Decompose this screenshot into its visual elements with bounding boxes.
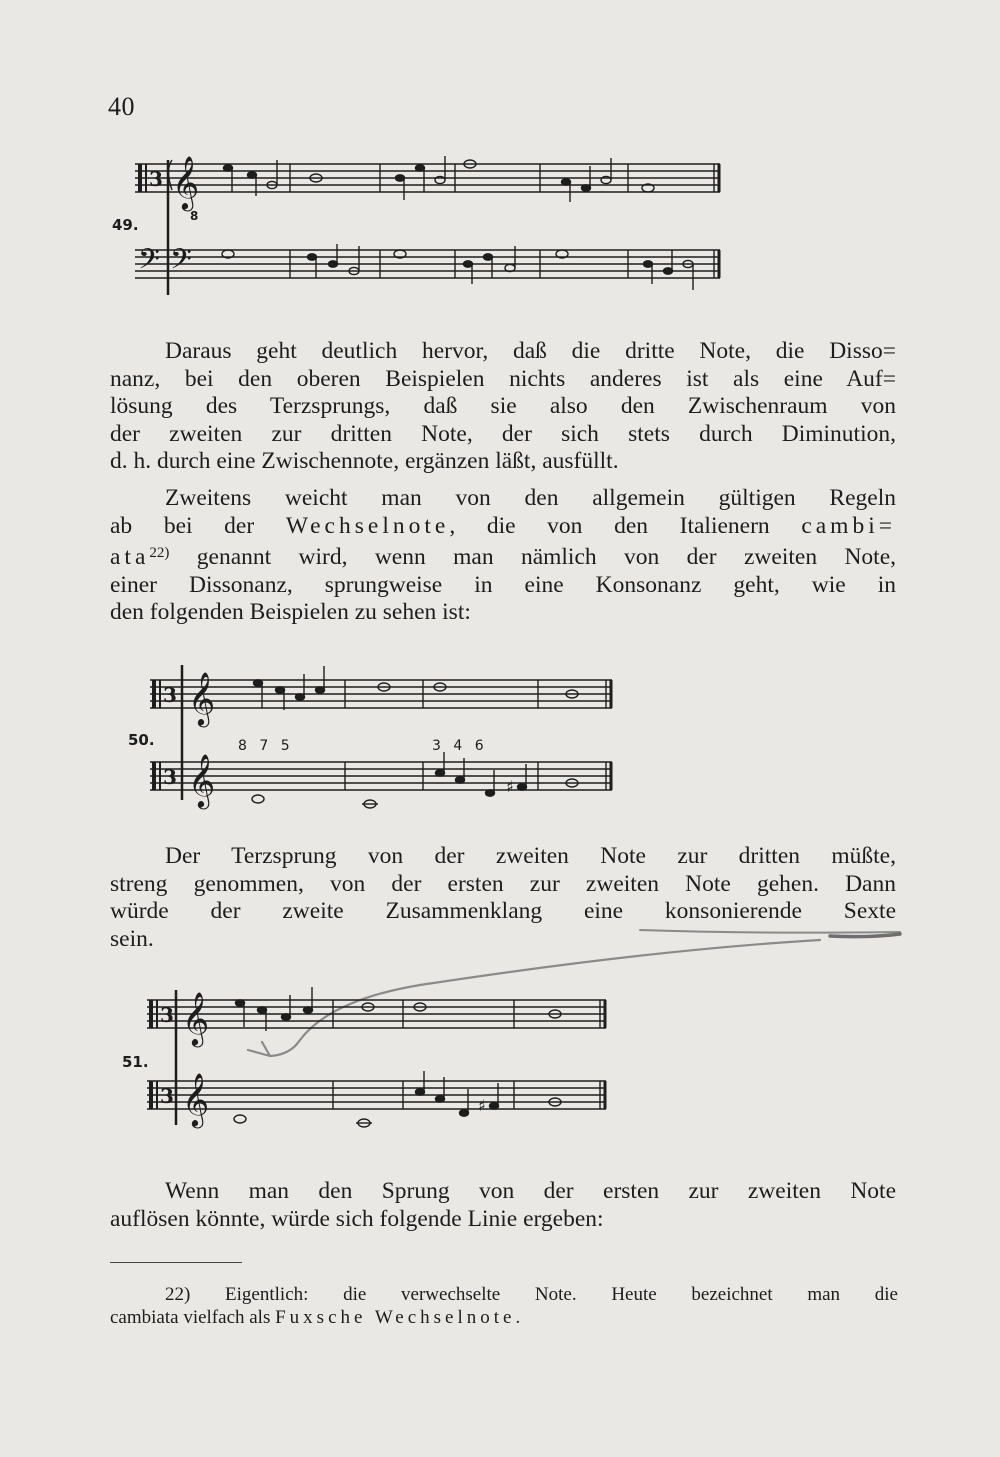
footnote-line: 22) Eigentlich: die verwechselte Note. Heute bezeichnet man die [165,1284,898,1305]
svg-text:♯: ♯ [478,1096,486,1115]
paragraph-linie [110,1178,896,1233]
svg-text:𝄞: 𝄞 [188,753,216,807]
text-segment: . [515,1307,521,1328]
svg-text:𝄞: 𝄞 [182,1072,210,1126]
svg-text:𝄢: 𝄢 [170,243,192,283]
svg-text:3: 3 [160,1003,174,1027]
text-line: lösung des Terzsprungs, daß sie also den Zwischenraum von [110,393,896,419]
svg-text:𝄞: 𝄞 [182,991,210,1045]
svg-text:3: 3 [160,1084,174,1108]
text-line: nanz, bei den oberen Beispielen nichts anderes ist als eine Auf= [110,365,896,392]
footnote-reference[interactable]: 22) [149,545,170,561]
text-line: sein. [110,925,154,952]
footnote-line [110,1306,898,1329]
text-line: der zweiten zur dritten Note, der sich stets durch Diminution, [110,420,896,447]
text-line: d. h. durch eine Zwischennote, ergänzen läßt, ausfüllt. [110,448,619,474]
text-line: den folgenden Beispielen zu sehen ist: [110,599,471,625]
svg-text:3: 3 [163,765,177,789]
text-line: Der Terzsprung von der zweiten Note zur dritten müßte, [165,843,896,869]
text-segment: cambiata vielfach als [110,1307,271,1328]
svg-text:8: 8 [190,209,199,223]
svg-text:3: 3 [163,683,177,707]
text-line: Wenn man den Sprung von der ersten zur zweiten Note [165,1178,896,1204]
music-example-51 [0,985,1000,1135]
footnote-22 [110,1283,898,1329]
svg-text:𝄢: 𝄢 [138,243,160,283]
term-cambiata-part1: cambi= [801,512,896,539]
text-line: Zweitens weicht man von den allgemein gültigen Regeln [165,485,896,511]
text-segment: , die von den Italienern [449,512,770,539]
term-fuxsche-wechselnote: Fuxsche Wechselnote [275,1307,516,1328]
svg-text:𝄞: 𝄞 [188,671,216,725]
text-line: streng genommen, von der ersten zur zweiten Note gehen. Dann [110,870,896,897]
example-number-50: 50. [128,731,155,749]
text-line: würde der zweite Zusammenklang eine konsonierende Sexte [110,898,896,924]
page-number: 40 [108,92,135,121]
svg-text:3: 3 [149,167,163,191]
interval-figures-upper: 8 7 5 [238,738,290,754]
svg-text:𝄞: 𝄞 [172,155,200,209]
text-line: Daraus geht deutlich hervor, daß die dritte Note, die Disso= [165,338,896,364]
example-number-49: 49. [112,216,139,234]
text-line: einer Dissonanz, sprungweise in eine Konsonanz geht, wie in [110,571,896,598]
text-segment: ab bei der [110,512,255,539]
term-cambiata-part2: ata [110,544,150,570]
text-segment: genannt wird, wenn man nämlich von der zweiten Note, [169,544,896,570]
text-line: auflösen könnte, würde sich folgende Linie ergeben: [110,1205,604,1232]
term-wechselnote: Wechselnote [285,512,450,539]
interval-figures-lower: 3 4 6 [432,738,484,754]
footnote-divider [110,1262,242,1263]
example-number-51: 51. [122,1053,149,1071]
svg-text:♯: ♯ [506,777,514,796]
